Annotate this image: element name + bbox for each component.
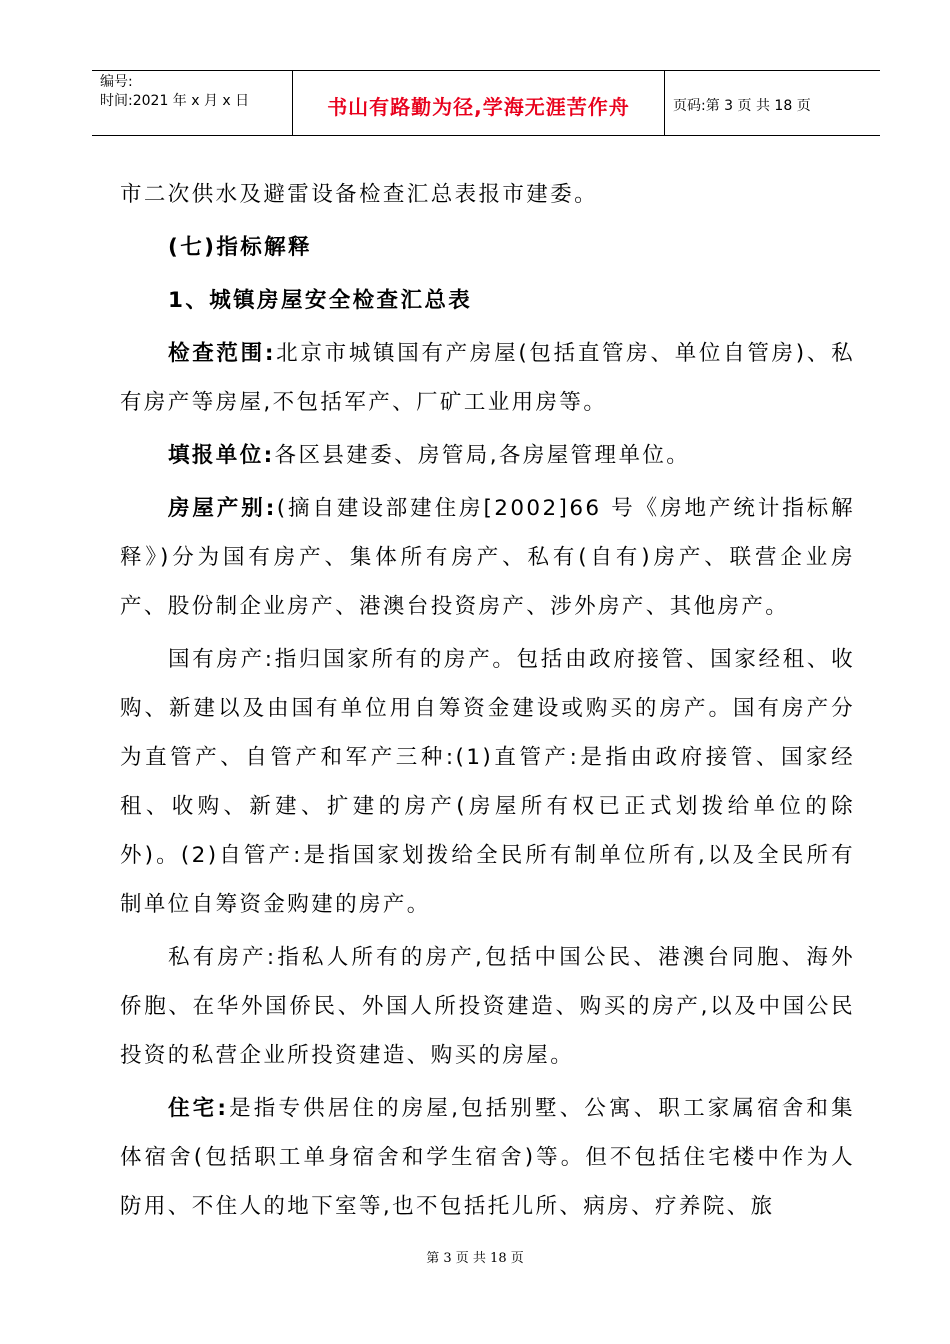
residence-term: 住宅: <box>168 1096 229 1121</box>
header-page-number: 页码:第 3 页 共 18 页 <box>673 98 811 114</box>
header-page-cell <box>665 71 880 135</box>
property-type-text: (摘自建设部建住房[2002]66 号《房地产统计指标解释》)分为国有房产、集体所有房产、私有(自有)房产、联营企业房产、股份制企业房产、港澳台投资房产、涉外房产、其他房产。 <box>120 496 855 619</box>
property-type-paragraph <box>120 484 855 631</box>
scope-paragraph <box>120 329 855 427</box>
page-header <box>92 70 880 136</box>
document-body <box>120 170 855 1231</box>
subsection-heading: 1、城镇房屋安全检查汇总表 <box>168 288 473 313</box>
residence-text: 是指专供居住的房屋,包括别墅、公寓、职工家属宿舍和集体宿舍(包括职工单身宿舍和学生宿舍)等。但不包括住宅楼中作为人防用、不住人的地下室等,也不包括托儿所、病房、疗养院、旅 <box>120 1096 855 1219</box>
intro-paragraph: 市二次供水及避雷设备检查汇总表报市建委。 <box>120 182 599 207</box>
document-time-label: 时间:2021 年 x 月 x 日 <box>100 93 250 109</box>
private-property-paragraph: 私有房产:指私人所有的房产,包括中国公民、港澳台同胞、海外侨胞、在华外国侨民、外国人所投资建造、购买的房产,以及中国公民投资的私营企业所投资建造、购买的房屋。 <box>120 945 855 1068</box>
residence-paragraph <box>120 1084 855 1231</box>
page-footer: 第 3 页 共 18 页 <box>426 1251 524 1266</box>
property-type-term: 房屋产别: <box>168 496 277 521</box>
state-property-paragraph: 国有房产:指归国家所有的房产。包括由政府接管、国家经租、收购、新建以及由国有单位用自筹资金建设或购买的房产。国有房产分为直管产、自管产和军产三种:(1)直管产:是指由政府接管、国家经租、收购、新建、扩建的房产(房屋所有权已正式划拨给单位的除外)。(2)自管产:是指国家划拨给全民所有制单位所有,以及全民所有制单位自筹资金购建的房产。 <box>120 647 855 917</box>
header-meta-cell <box>92 71 293 135</box>
header-motto: 书山有路勤为径,学海无涯苦作舟 <box>327 95 630 119</box>
unit-term: 填报单位: <box>168 443 275 468</box>
scope-text: 北京市城镇国有产房屋(包括直管房、单位自管房)、私有房产等房屋,不包括军产、厂矿工业用房等。 <box>120 341 855 415</box>
unit-text: 各区县建委、房管局,各房屋管理单位。 <box>274 443 691 468</box>
header-motto-cell <box>293 71 665 135</box>
section-heading: (七)指标解释 <box>168 235 312 260</box>
document-number-label: 编号: <box>100 74 133 90</box>
scope-term: 检查范围: <box>168 341 276 366</box>
unit-paragraph <box>120 431 855 480</box>
